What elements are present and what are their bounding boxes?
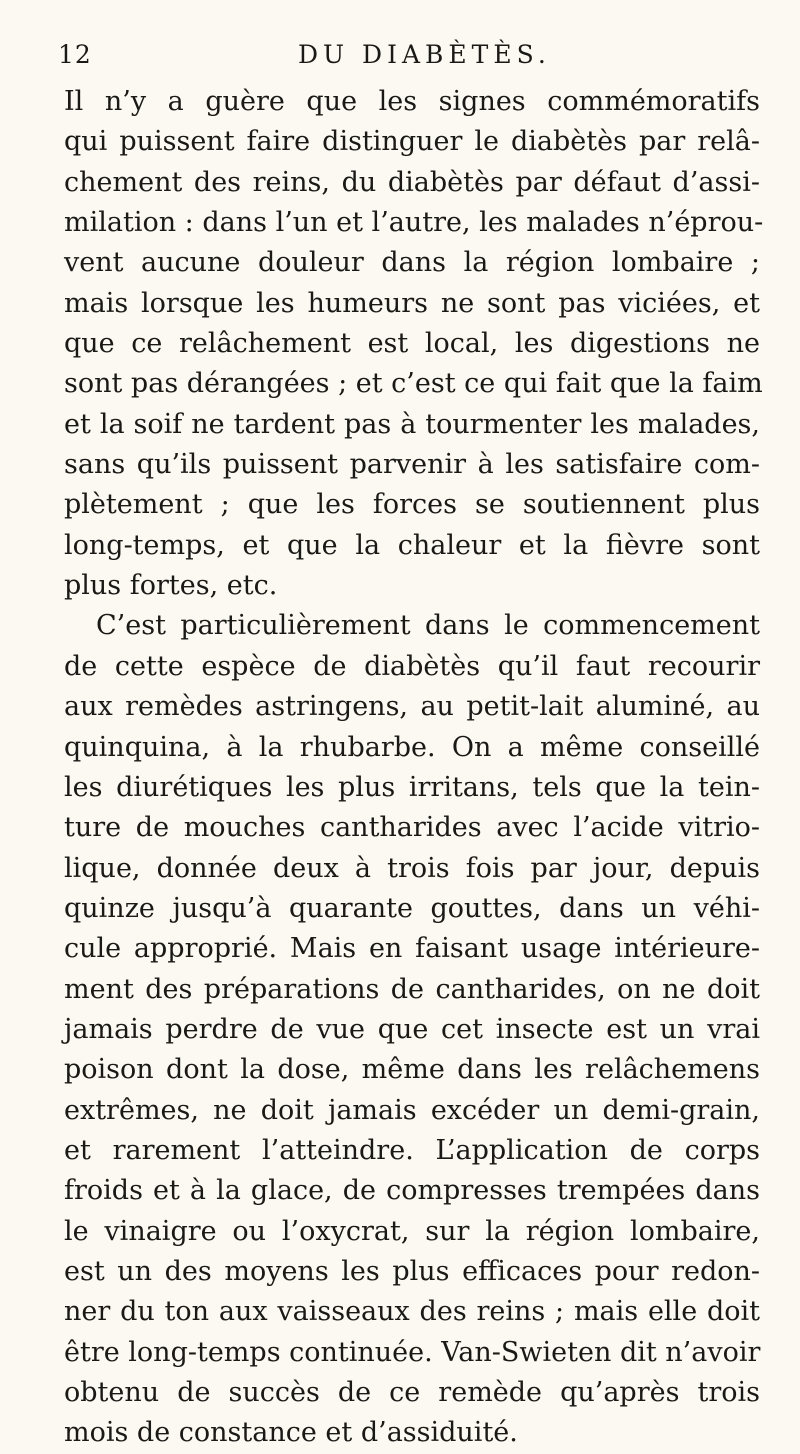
text-line: quinquina, à la rhubarbe. On a même conseillé — [64, 731, 760, 763]
text-line: mais lorsque les humeurs ne sont pas viciées, et — [64, 287, 760, 319]
text-line: jamais perdre de vue que cet insecte est un vrai — [64, 1013, 760, 1045]
text-line: cule approprié. Mais en faisant usage intérieure- — [64, 933, 760, 965]
text-line: Il n’y a guère que les signes commémoratifs — [64, 86, 760, 117]
text-line: et la soif ne tardent pas à tourmenter les malades, — [64, 408, 760, 440]
text-line: froids et à la glace, de compresses trempées dans — [64, 1175, 760, 1207]
text-line: les diurétiques les plus irritans, tels que la tein- — [64, 771, 760, 803]
text-line: plus fortes, etc. — [64, 570, 278, 602]
text-line: chement des reins, du diabètès par défaut d’assi- — [64, 166, 760, 198]
text-line: être long-temps continuée. Van-Swieten dit n’avoir — [64, 1336, 761, 1368]
text-line: ture de mouches cantharides avec l’acide vitrio- — [64, 812, 760, 844]
text-line: sans qu’ils puissent parvenir à les satisfaire com- — [64, 449, 760, 481]
text-line: mois de constance et d’assiduité. — [64, 1417, 518, 1449]
text-line: qui puissent faire distinguer le diabètès par relâ- — [64, 126, 760, 158]
text-line: aux remèdes astringens, au petit-lait aluminé, au — [64, 691, 760, 723]
text-line: extrêmes, ne doit jamais excéder un demi-grain, — [64, 1094, 760, 1126]
text-line: vent aucune douleur dans la région lombaire ; — [64, 247, 760, 279]
page-number: 12 — [58, 40, 92, 69]
text-line: obtenu de succès de ce remède qu’après trois — [64, 1377, 760, 1408]
running-head — [58, 40, 758, 74]
text-line: que ce relâchement est local, les digestions ne — [64, 328, 760, 360]
text-line: C’est particulièrement dans le commencement — [96, 610, 760, 642]
text-line: est un des moyens les plus efficaces pour redon- — [64, 1255, 760, 1287]
text-line: plètement ; que les forces se soutiennent plus — [64, 489, 760, 521]
text-line: ner du ton aux vaisseaux des reins ; mais elle doit — [64, 1296, 760, 1328]
text-line: et rarement l’atteindre. L’application de corps — [64, 1134, 760, 1166]
text-line: lique, donnée deux à trois fois par jour, depuis — [64, 852, 760, 884]
paragraph-1 — [64, 82, 764, 606]
text-line: le vinaigre ou l’oxycrat, sur la région lombaire, — [64, 1215, 760, 1247]
text-line: long-temps, et que la chaleur et la fièvre sont — [64, 529, 760, 561]
running-title: DU DIABÈTÈS. — [298, 40, 551, 69]
body-text — [64, 82, 764, 1454]
text-line: poison dont la dose, même dans les relâchemens — [64, 1054, 760, 1086]
text-line: quinze jusqu’à quarante gouttes, dans un véhi- — [64, 892, 760, 924]
text-line: de cette espèce de diabètès qu’il faut recourir — [64, 650, 760, 682]
paragraph-2 — [64, 606, 760, 1453]
text-line: sont pas dérangées ; et c’est ce qui fait que la faim — [64, 368, 763, 400]
text-line: ment des préparations de cantharides, on ne doit — [64, 973, 760, 1005]
text-line: milation : dans l’un et l’autre, les malades n’éprou- — [64, 207, 764, 239]
